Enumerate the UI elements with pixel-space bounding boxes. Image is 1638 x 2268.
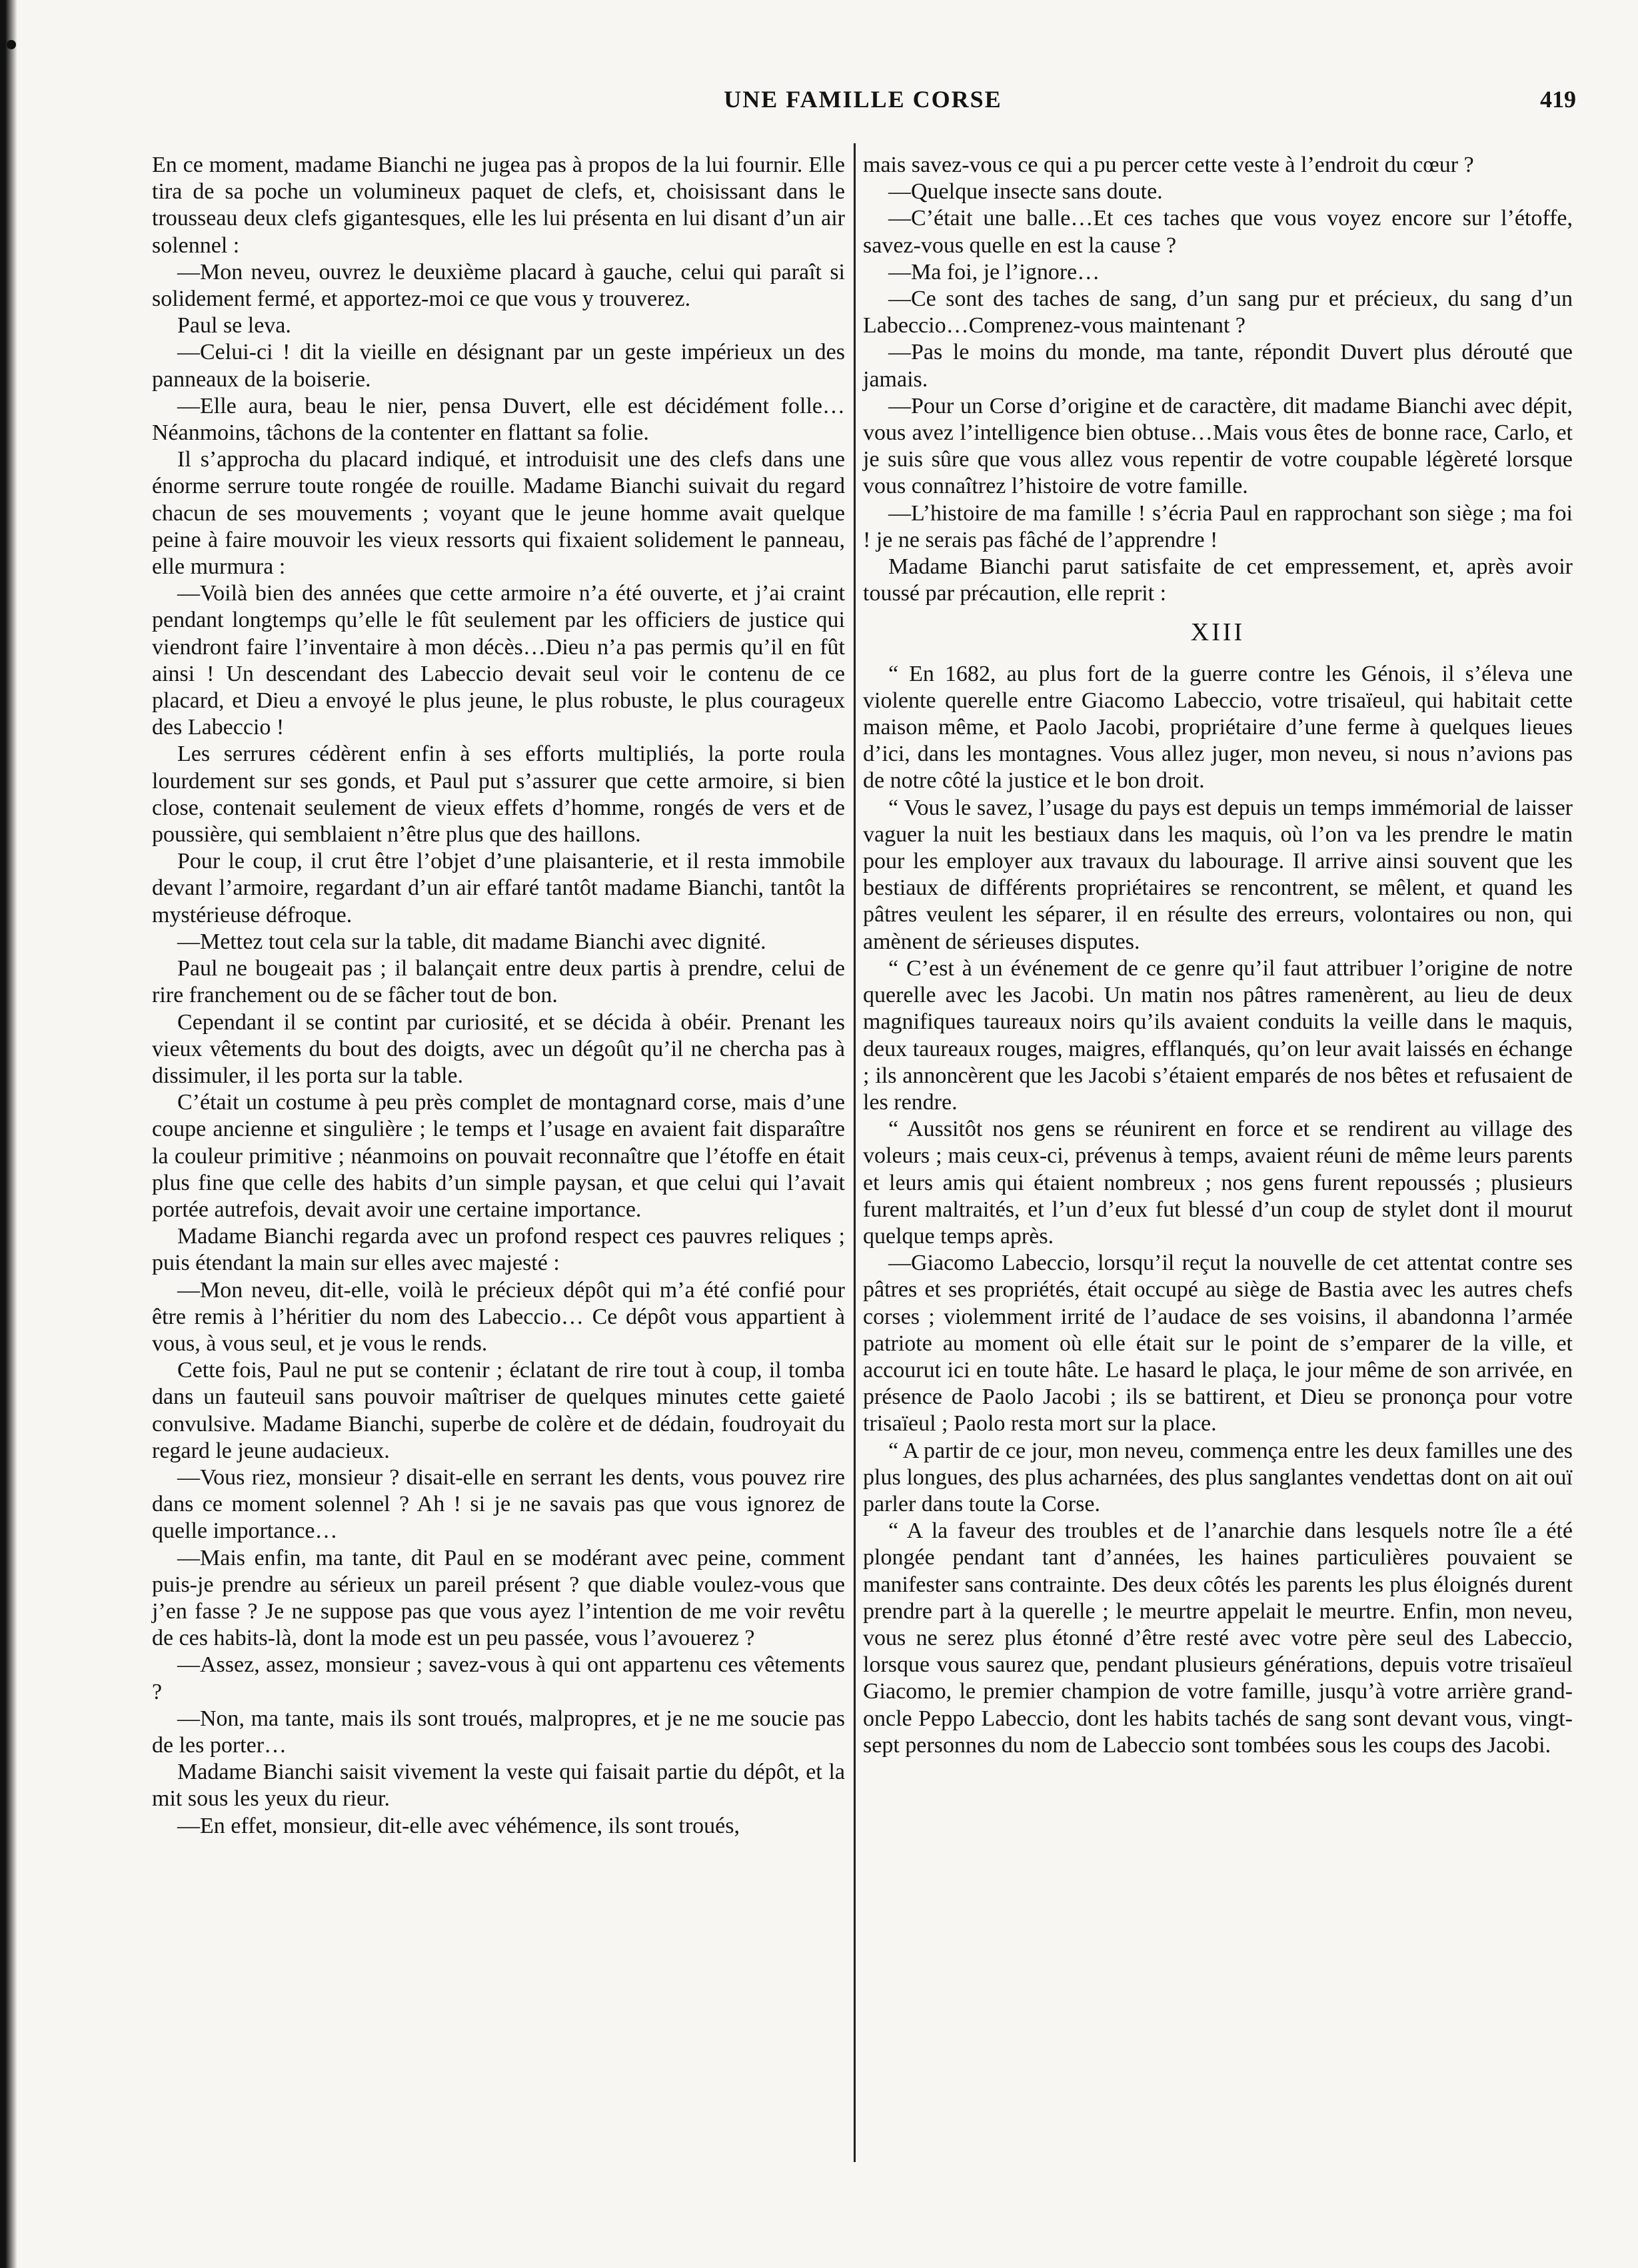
page-number: 419 [1540,86,1576,113]
paragraph: mais savez-vous ce qui a pu percer cette veste à l’endroit du cœur ? [863,153,1474,177]
paragraph: “ Vous le savez, l’usage du pays est depuis un temps immémorial de laisser vaguer la nuit les bestiaux dans les maquis, où l’on va les prendre le matin pour les employer aux travaux du labourage. Il arrive ainsi souvent que les bestiaux de différents propriétaires se rencontrent, se mêlent, et quand les pâtres veulent les séparer, il en résulte des erreurs, volontaires ou non, qui amènent de sérieuses disputes. [863,795,1573,954]
paragraph: “ En 1682, au plus fort de la guerre contre les Génois, il s’éleva une violente querelle entre Giacomo Labeccio, votre trisaïeul, qui habitait cette maison même, et Paolo Jacobi, propriétaire d’une ferme à quelques lieues d’ici, dans les montagnes. Vous allez juger, mon neveu, si nous n’avions pas de notre côté la justice et le bon droit. [863,661,1573,794]
paragraph: Cependant il se contint par curiosité, et se décida à obéir. Prenant les vieux vêtements du bout des doigts, avec un dégoût qu’il ne chercha pas à dissimuler, il les porta sur la table. [152,1009,845,1088]
paragraph: —Voilà bien des années que cette armoire n’a été ouverte, et j’ai craint pendant longtemps qu’elle le fût seulement par les officiers de justice qui viendront faire l’inventaire à mon décès…Dieu n’a pas permis qu’il en fût ainsi ! Un descendant des Labeccio devait seul voir le contenu de ce placard, et Dieu a envoyé le plus jeune, le plus robuste, le plus courageux des Labeccio ! [152,581,845,740]
scan-edge [0,0,17,2268]
paragraph: “ A partir de ce jour, mon neveu, commença entre les deux familles une des plus longues, des plus acharnées, des plus sanglantes vendettas dont on ait ouï parler dans toute la Corse. [863,1438,1573,1516]
chapter-heading: XIII [1190,618,1245,647]
paragraph: Cette fois, Paul ne put se contenir ; éclatant de rire tout à coup, il tomba dans un fauteuil sans pouvoir maîtriser de quelques minutes cette gaieté convulsive. Madame Bianchi, superbe de colère et de dédain, foudroyait du regard le jeune audacieux. [152,1358,845,1463]
paragraph: “ C’est à un événement de ce genre qu’il faut attribuer l’origine de notre querelle avec les Jacobi. Un matin nos pâtres ramenèrent, au lieu de deux magnifiques taureaux noirs qu’ils avaient conduits la veille dans le maquis, deux taureaux rouges, maigres, efflanqués, qu’on leur avait laissés en échange ; ils annoncèrent que les Jacobi s’étaient emparés de nos bêtes et refusaient de les rendre. [863,955,1573,1115]
paragraph: Il s’approcha du placard indiqué, et introduisit une des clefs dans une énorme serrure toute rongée de rouille. Madame Bianchi suivait du regard chacun de ses mouvements ; voyant que le jeune homme avait quelque peine à faire mouvoir les vieux ressorts qui fixaient solidement le panneau, elle murmura : [152,447,845,580]
column-divider [854,143,856,2162]
paragraph: “ A la faveur des troubles et de l’anarchie dans lesquels notre île a été plongée pendant tant d’années, les haines particulières pouvaient se manifester sans contrainte. Des deux côtés les parents les plus éloignés durent prendre part à la querelle ; le meurtre appelait le meurtre. Enfin, mon neveu, vous ne serez plus étonné d’être resté avec votre père seul des Labeccio, lorsque vous saurez que, pendant plusieurs générations, depuis votre trisaïeul Giacomo, le premier champion de votre famille, jusqu’à votre arrière grand-oncle Peppo Labeccio, dont les habits tachés de sang sont devant vous, vingt-sept personnes du nom de Labeccio sont tombées sous les coups des Jacobi. [863,1518,1573,1758]
paragraph: —Pour un Corse d’origine et de caractère, dit madame Bianchi avec dépit, vous avez l’intelligence bien obtuse…Mais vous êtes de bonne race, Carlo, et je suis sûre que vous allez vous repentir de votre coupable légèreté lorsque vous connaîtrez l’histoire de votre famille. [863,393,1573,499]
paragraph: —Non, ma tante, mais ils sont troués, malpropres, et je ne me soucie pas de les porter… [152,1706,845,1758]
paragraph: —Pas le moins du monde, ma tante, répondit Duvert plus dérouté que jamais. [863,340,1573,392]
paragraph: —Elle aura, beau le nier, pensa Duvert, elle est décidément folle…Néanmoins, tâchons de la contenter en flattant sa folie. [152,393,845,446]
paragraph: Pour le coup, il crut être l’objet d’une plaisanterie, et il resta immobile devant l’armoire, regardant d’un air effaré tantôt madame Bianchi, tantôt la mystérieuse défroque. [152,849,845,927]
paragraph: Paul ne bougeait pas ; il balançait entre deux partis à prendre, celui de rire franchement ou de se fâcher tout de bon. [152,956,845,1008]
paragraph: —Mais enfin, ma tante, dit Paul en se modérant avec peine, comment puis-je prendre au sérieux un pareil présent ? que diable voulez-vous que j’en fasse ? Je ne suppose pas que vous ayez l’intention de me voir revêtu de ces habits-là, dont la mode est un peu passée, vous l’avouerez ? [152,1545,845,1651]
paragraph: —Mon neveu, ouvrez le deuxième placard à gauche, celui qui paraît si solidement fermé, et apportez-moi ce que vous y trouverez. [152,259,845,312]
paragraph: Madame Bianchi parut satisfaite de cet empressement, et, après avoir toussé par précaution, elle reprit : [863,554,1573,606]
paragraph: —Ce sont des taches de sang, d’un sang pur et précieux, du sang d’un Labeccio…Comprenez-vous maintenant ? [863,286,1573,338]
paragraph: —Celui-ci ! dit la vieille en désignant par un geste impérieux un des panneaux de la boiserie. [152,340,845,392]
paragraph: —C’était une balle…Et ces taches que vous voyez encore sur l’étoffe, savez-vous quelle en est la cause ? [863,206,1573,258]
paragraph: —Mettez tout cela sur la table, dit madame Bianchi avec dignité. [177,929,766,954]
left-column [152,152,845,1840]
paragraph: —Giacomo Labeccio, lorsqu’il reçut la nouvelle de cet attentat contre ses pâtres et ses propriétés, était occupé au siège de Bastia avec les autres chefs corses ; violemment irrité de l’audace de ses voisins, il abandonna l’armée patriote au moment où elle était sur le point de s’emparer de la ville, et accourut ici en toute hâte. Le hasard le plaça, le jour même de son arrivée, en présence de Paolo Jacobi ; ils se battirent, et Dieu se prononça pour votre trisaïeul ; Paolo resta mort sur la place. [863,1251,1573,1436]
paragraph: —Mon neveu, dit-elle, voilà le précieux dépôt qui m’a été confié pour être remis à l’héritier du nom des Labeccio… Ce dépôt vous appartient à vous, à vous seul, et je vous le rends. [152,1277,845,1356]
paragraph: Madame Bianchi saisit vivement la veste qui faisait partie du dépôt, et la mit sous les yeux du rieur. [152,1760,845,1812]
paragraph: Les serrures cédèrent enfin à ses efforts multipliés, la porte roula lourdement sur ses gonds, et Paul put s’assurer que cette armoire, si bien close, contenait seulement de vieux effets d’homme, rongés de vers et de poussière, qui semblaient n’être plus que des haillons. [152,742,845,848]
scan-dot-mark [7,40,16,49]
paragraph: C’était un costume à peu près complet de montagnard corse, mais d’une coupe ancienne et singulière ; le temps et l’usage en avaient fait disparaître la couleur primitive ; néanmoins on pouvait reconnaître que l’étoffe en était plus fine que celle des habits d’un simple paysan, et que celui qui l’avait portée autrefois, devait avoir une certaine importance. [152,1090,845,1222]
paragraph: —Ma foi, je l’ignore… [888,259,1100,284]
paragraph: —Assez, assez, monsieur ; savez-vous à qui ont appartenu ces vêtements ? [152,1652,845,1704]
paragraph: Paul se leva. [177,313,291,338]
paragraph: Madame Bianchi regarda avec un profond respect ces pauvres reliques ; puis étendant la main sur elles avec majesté : [152,1224,845,1276]
running-title: UNE FAMILLE CORSE [724,86,1002,113]
right-column [863,152,1573,1759]
paragraph: En ce moment, madame Bianchi ne jugea pas à propos de la lui fournir. Elle tira de sa poche un volumineux paquet de clefs, et, choisissant dans le trousseau deux clefs gigantesques, elle les lui présenta en lui disant d’un air solennel : [152,153,845,258]
page-header [150,79,1576,119]
paragraph: —Quelque insecte sans doute. [888,179,1163,205]
paragraph: —En effet, monsieur, dit-elle avec véhémence, ils sont troués, [177,1813,740,1838]
paragraph: “ Aussitôt nos gens se réunirent en force et se rendirent au village des voleurs ; mais ceux-ci, prévenus à temps, avaient réuni de même leurs parents et leurs amis qui étaient nombreux ; nos gens furent repoussés ; plusieurs furent maltraités, et l’un d’eux fut blessé d’un coup de stylet dont il mourut quelque temps après. [863,1117,1573,1249]
paragraph: —L’histoire de ma famille ! s’écria Paul en rapprochant son siège ; ma foi ! je ne serais pas fâché de l’apprendre ! [863,500,1573,552]
paragraph: —Vous riez, monsieur ? disait-elle en serrant les dents, vous pouvez rire dans ce moment solennel ? Ah ! si je ne savais pas que vous ignorez de quelle importance… [152,1464,845,1544]
